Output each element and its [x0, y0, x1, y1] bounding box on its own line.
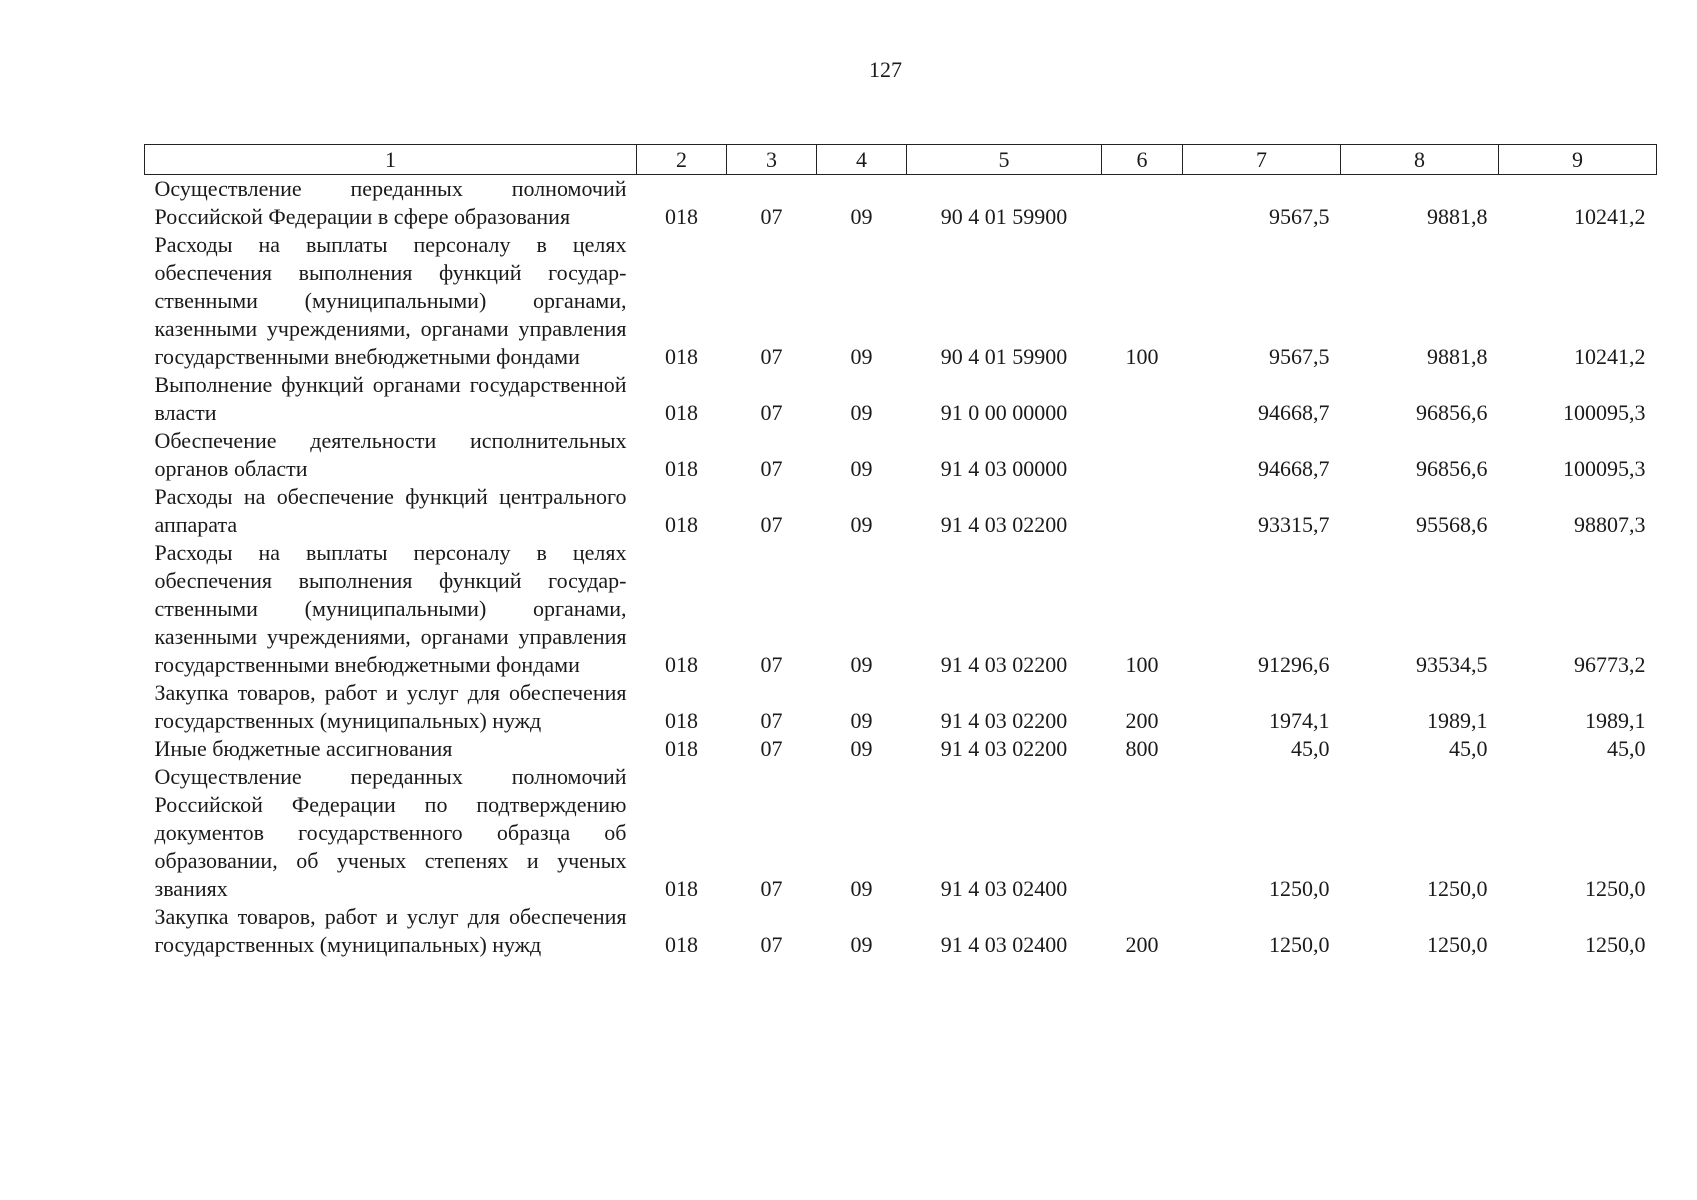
cell-col-7: 1250,0 — [1269, 932, 1330, 957]
table-row — [145, 483, 1657, 539]
cell-col-4: 09 — [850, 456, 873, 481]
row-name: Закупка товаров, работ и услуг для обеспечения государственных (муниципальных) нужд — [154, 680, 627, 733]
table-body — [145, 175, 1657, 960]
table-row — [145, 427, 1657, 483]
row-name: Расходы на обеспечение функций центрального аппарата — [154, 484, 627, 537]
cell-col-3: 07 — [760, 344, 783, 369]
cell-col-6: 100 — [1125, 652, 1159, 677]
cell-col-9: 1250,0 — [1585, 932, 1646, 957]
cell-col-8: 95568,6 — [1416, 512, 1488, 537]
cell-col-2: 018 — [665, 708, 698, 733]
cell-col-4: 09 — [850, 708, 873, 733]
row-name: Расходы на выплаты персоналу в целях обеспечения выполнения функций государственными (муниципальными) органами, казенными учреждениями, органами управления государственными внебюджетными фондами — [154, 232, 627, 369]
cell-col-6: 200 — [1125, 932, 1159, 957]
cell-col-8: 96856,6 — [1416, 400, 1488, 425]
cell-col-9: 10241,2 — [1574, 344, 1646, 369]
cell-col-9: 96773,2 — [1574, 652, 1646, 677]
cell-col-9: 1989,1 — [1585, 708, 1646, 733]
cell-col-4: 09 — [850, 932, 873, 957]
cell-col-6: 200 — [1125, 708, 1159, 733]
row-name: Закупка товаров, работ и услуг для обеспечения государственных (муниципальных) нужд — [154, 904, 627, 957]
cell-col-2: 018 — [665, 456, 698, 481]
table-row — [145, 763, 1657, 903]
cell-col-3: 07 — [760, 876, 783, 901]
row-name: Осуществление переданных полномочий Российской Федерации по подтверждению документов государственного образца об образовании, об ученых степенях и ученых званиях — [154, 764, 627, 901]
cell-col-5: 90 4 01 59900 — [940, 204, 1068, 229]
table-row — [145, 231, 1657, 371]
cell-col-7: 93315,7 — [1258, 512, 1330, 537]
cell-col-3: 07 — [760, 736, 783, 761]
cell-col-2: 018 — [665, 512, 698, 537]
row-name: Выполнение функций органами государственной власти — [154, 372, 627, 425]
cell-col-8: 9881,8 — [1427, 344, 1488, 369]
cell-col-5: 91 4 03 00000 — [940, 456, 1068, 481]
row-name: Иные бюджетные ассигнования — [154, 736, 453, 761]
cell-col-7: 1250,0 — [1269, 876, 1330, 901]
cell-col-6 — [1102, 763, 1183, 903]
cell-col-2: 018 — [665, 932, 698, 957]
cell-col-9: 100095,3 — [1563, 456, 1646, 481]
column-header-2: 2 — [637, 145, 727, 175]
cell-col-8: 1250,0 — [1427, 932, 1488, 957]
cell-col-5: 91 4 03 02400 — [940, 876, 1068, 901]
cell-col-8: 1250,0 — [1427, 876, 1488, 901]
cell-col-6: 800 — [1125, 736, 1159, 761]
cell-col-6 — [1102, 175, 1183, 232]
cell-col-9: 1250,0 — [1585, 876, 1646, 901]
cell-col-2: 018 — [665, 204, 698, 229]
cell-col-5: 91 0 00 00000 — [940, 400, 1068, 425]
table-header-row — [145, 145, 1657, 175]
cell-col-4: 09 — [850, 344, 873, 369]
cell-col-5: 91 4 03 02200 — [940, 652, 1068, 677]
cell-col-2: 018 — [665, 344, 698, 369]
table-row — [145, 903, 1657, 959]
cell-col-3: 07 — [760, 652, 783, 677]
row-name: Расходы на выплаты персоналу в целях обеспечения выполнения функций государственными (муниципальными) органами, казенными учреждениями, органами управления государственными внебюджетными фондами — [154, 540, 627, 677]
cell-col-7: 91296,6 — [1258, 652, 1330, 677]
cell-col-4: 09 — [850, 204, 873, 229]
cell-col-7: 9567,5 — [1269, 204, 1330, 229]
cell-col-4: 09 — [850, 400, 873, 425]
cell-col-3: 07 — [760, 512, 783, 537]
cell-col-6 — [1102, 371, 1183, 427]
table-row — [145, 175, 1657, 232]
cell-col-2: 018 — [665, 400, 698, 425]
table-row — [145, 679, 1657, 735]
table-row — [145, 371, 1657, 427]
table-row — [145, 539, 1657, 679]
table-row — [145, 735, 1657, 763]
cell-col-3: 07 — [760, 708, 783, 733]
cell-col-2: 018 — [665, 736, 698, 761]
column-header-9: 9 — [1499, 145, 1657, 175]
cell-col-3: 07 — [760, 204, 783, 229]
cell-col-5: 90 4 01 59900 — [940, 344, 1068, 369]
cell-col-7: 45,0 — [1291, 736, 1330, 761]
cell-col-2: 018 — [665, 652, 698, 677]
cell-col-4: 09 — [850, 876, 873, 901]
cell-col-8: 1989,1 — [1427, 708, 1488, 733]
cell-col-5: 91 4 03 02200 — [940, 512, 1068, 537]
cell-col-7: 94668,7 — [1258, 456, 1330, 481]
cell-col-2: 018 — [665, 876, 698, 901]
cell-col-7: 94668,7 — [1258, 400, 1330, 425]
cell-col-4: 09 — [850, 652, 873, 677]
page-number: 127 — [869, 57, 902, 82]
column-header-4: 4 — [817, 145, 907, 175]
cell-col-3: 07 — [760, 400, 783, 425]
budget-table — [144, 144, 1657, 959]
cell-col-6 — [1102, 427, 1183, 483]
cell-col-8: 9881,8 — [1427, 204, 1488, 229]
cell-col-9: 98807,3 — [1574, 512, 1646, 537]
column-header-7: 7 — [1183, 145, 1341, 175]
cell-col-3: 07 — [760, 932, 783, 957]
cell-col-3: 07 — [760, 456, 783, 481]
cell-col-9: 100095,3 — [1563, 400, 1646, 425]
column-header-3: 3 — [727, 145, 817, 175]
column-header-6: 6 — [1102, 145, 1183, 175]
cell-col-4: 09 — [850, 512, 873, 537]
cell-col-4: 09 — [850, 736, 873, 761]
row-name: Осуществление переданных полномочий Российской Федерации в сфере образования — [154, 176, 627, 229]
column-header-1: 1 — [145, 145, 637, 175]
row-name: Обеспечение деятельности исполнительных органов области — [154, 428, 627, 481]
cell-col-9: 45,0 — [1607, 736, 1646, 761]
cell-col-5: 91 4 03 02200 — [940, 736, 1068, 761]
cell-col-7: 9567,5 — [1269, 344, 1330, 369]
cell-col-5: 91 4 03 02200 — [940, 708, 1068, 733]
column-header-8: 8 — [1341, 145, 1499, 175]
cell-col-9: 10241,2 — [1574, 204, 1646, 229]
cell-col-7: 1974,1 — [1269, 708, 1330, 733]
cell-col-8: 96856,6 — [1416, 456, 1488, 481]
cell-col-6 — [1102, 483, 1183, 539]
column-header-5: 5 — [907, 145, 1102, 175]
cell-col-8: 45,0 — [1449, 736, 1488, 761]
cell-col-6: 100 — [1125, 344, 1159, 369]
cell-col-5: 91 4 03 02400 — [940, 932, 1068, 957]
cell-col-8: 93534,5 — [1416, 652, 1488, 677]
